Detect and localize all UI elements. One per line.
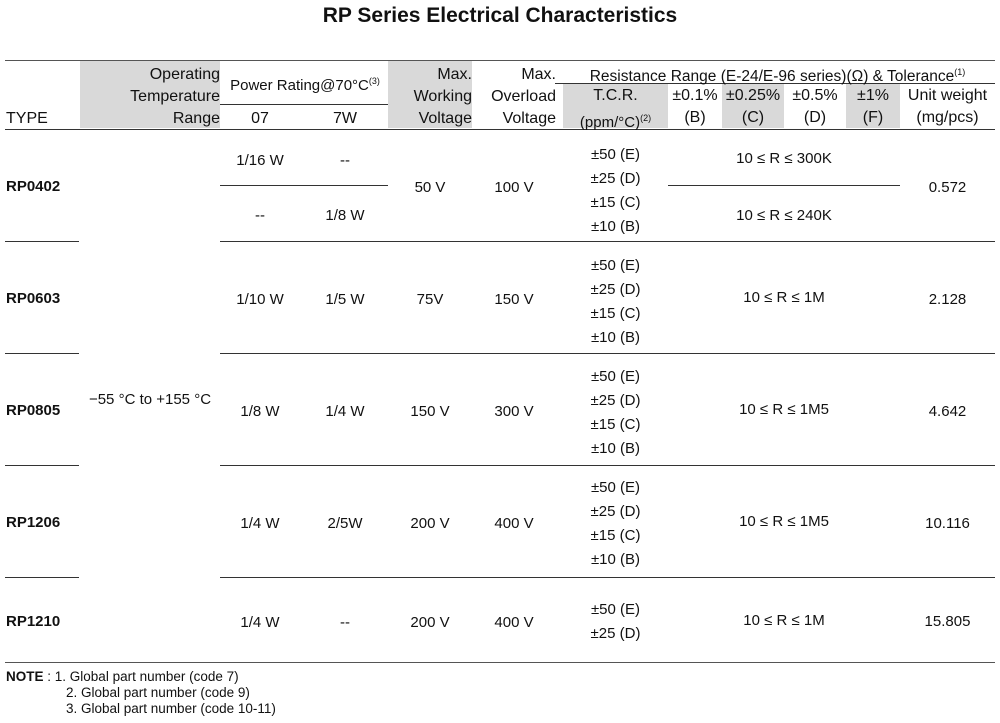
mov-rp0805: 300 V (494, 403, 534, 420)
power-7w-rp1206: 2/5W (327, 515, 363, 532)
power-rating-underline (220, 104, 388, 105)
row-separator (220, 465, 995, 466)
tcr-item: ±15 (C) (590, 194, 641, 211)
tcr-sup: (2) (640, 113, 652, 123)
tcr-item: ±10 (B) (590, 440, 641, 457)
header-tol-c-2: (C) (741, 109, 765, 126)
header-tol-c-1: ±0.25% (725, 87, 781, 104)
resistance-sup: (1) (954, 67, 966, 77)
tcr-item: ±25 (D) (590, 281, 641, 298)
tcr-item: ±50 (E) (590, 257, 641, 274)
mwv-rp0805: 150 V (410, 403, 450, 420)
power-07-a: 1/16 W (236, 152, 284, 169)
type-separator (5, 577, 79, 578)
tcr-item: ±15 (C) (590, 416, 641, 433)
notes-line-1 (6, 669, 239, 685)
tcr-item: ±15 (C) (590, 527, 641, 544)
tcr-list-rp0805 (563, 365, 668, 461)
header-unit-weight-1: Unit weight (907, 87, 988, 104)
power-7w-rp0603: 1/5 W (325, 291, 365, 308)
note-item: 2. Global part number (code 9) (66, 685, 250, 700)
tcr-item: ±50 (E) (590, 479, 641, 496)
mwv-rp0402: 50 V (414, 179, 446, 196)
weight-rp1210: 15.805 (924, 613, 971, 630)
type-rp1210: RP1210 (6, 613, 61, 630)
type-rp0603: RP0603 (6, 290, 61, 307)
power-07-rp1210: 1/4 W (240, 614, 280, 631)
tcr-list-rp1210 (563, 598, 668, 646)
header-mov-3: Voltage (502, 110, 556, 127)
type-separator (5, 241, 79, 242)
power-07-b: -- (255, 207, 265, 224)
header-op-temp-3: Range (172, 110, 220, 127)
type-rp0402: RP0402 (6, 178, 61, 195)
mov-rp0603: 150 V (494, 291, 534, 308)
header-tol-d-1: ±0.5% (792, 87, 838, 104)
note-item: 1. Global part number (code 7) (54, 669, 239, 684)
mov-rp1210: 400 V (494, 614, 534, 631)
resistance-label: Resistance Range (E-24/E-96 series)(Ω) & Tolerance (589, 68, 955, 86)
header-tol-d-2: (D) (803, 109, 827, 126)
page-title: RP Series Electrical Characteristics (322, 4, 678, 27)
range-rp0603: 10 ≤ R ≤ 1M (743, 289, 825, 306)
tcr-item: ±10 (B) (590, 218, 641, 235)
power-rating-label: Power Rating@70°C (230, 77, 369, 94)
tcr-item: ±25 (D) (590, 392, 641, 409)
tcr-item: ±15 (C) (590, 305, 641, 322)
power-7w-a: -- (340, 152, 350, 169)
header-power-7w: 7W (333, 110, 357, 127)
row-separator (220, 353, 995, 354)
header-op-temp-2: Temperature (130, 88, 220, 105)
power-7w-rp1210: -- (340, 614, 350, 631)
row-separator (220, 577, 995, 578)
weight-rp1206: 10.116 (925, 515, 970, 532)
power-7w-b: 1/8 W (325, 207, 365, 224)
tcr-item: ±50 (E) (590, 368, 641, 385)
mov-rp0402: 100 V (494, 179, 534, 196)
tcr-item: ±10 (B) (590, 329, 641, 346)
range-split-line (668, 185, 900, 186)
notes-sep: : (43, 669, 55, 684)
header-tcr-1: T.C.R. (593, 87, 638, 104)
header-tol-b-1: ±0.1% (672, 87, 718, 104)
table-bottom-line (5, 662, 995, 663)
power-rating-sup: (3) (368, 76, 380, 86)
header-tol-b-2: (B) (684, 109, 706, 126)
header-mwv-1: Max. (437, 66, 472, 83)
tcr-item: ±50 (E) (590, 146, 641, 163)
row-separator (220, 241, 995, 242)
range-rp1210: 10 ≤ R ≤ 1M (743, 612, 825, 629)
header-tol-f-2: (F) (862, 109, 884, 126)
header-power-rating (222, 70, 388, 97)
power-07-rp0603: 1/10 W (236, 291, 284, 308)
header-unit-weight-2: (mg/pcs) (916, 109, 979, 126)
mwv-rp1206: 200 V (410, 515, 450, 532)
header-mov-1: Max. (521, 66, 556, 83)
weight-rp0402: 0.572 (928, 179, 967, 196)
tcr-item: ±25 (D) (590, 625, 641, 642)
range-rp0402-a: 10 ≤ R ≤ 300K (736, 150, 832, 167)
note-item: 3. Global part number (code 10-11) (66, 701, 276, 716)
type-separator (5, 353, 79, 354)
type-separator (5, 465, 79, 466)
power-07-rp1206: 1/4 W (240, 515, 280, 532)
range-rp0805: 10 ≤ R ≤ 1M5 (739, 401, 829, 418)
tcr-list-rp1206 (563, 476, 668, 572)
power-07-rp0805: 1/8 W (240, 403, 280, 420)
header-power-07: 07 (251, 110, 269, 127)
op-temp-range-value: −55 °C to +155 °C (88, 391, 212, 408)
mwv-rp0603: 75V (416, 291, 444, 308)
header-mwv-2: Working (413, 88, 472, 105)
tcr-item: ±25 (D) (590, 170, 641, 187)
header-tol-f-1: ±1% (857, 87, 889, 104)
type-rp1206: RP1206 (6, 514, 61, 531)
weight-rp0603: 2.128 (928, 291, 967, 308)
mwv-rp1210: 200 V (410, 614, 450, 631)
tcr-item: ±25 (D) (590, 503, 641, 520)
tcr-item: ±50 (E) (590, 601, 641, 618)
range-rp1206: 10 ≤ R ≤ 1M5 (739, 513, 829, 530)
header-tcr-2 (563, 107, 668, 134)
power-split-line (220, 185, 388, 186)
tcr-list-rp0603 (563, 254, 668, 350)
header-mwv-3: Voltage (418, 110, 472, 127)
tcr-item: ±10 (B) (590, 551, 641, 568)
mov-rp1206: 400 V (494, 515, 534, 532)
weight-rp0805: 4.642 (928, 403, 967, 420)
tcr-unit: (ppm/°C) (579, 114, 641, 131)
range-rp0402-b: 10 ≤ R ≤ 240K (736, 207, 832, 224)
type-rp0805: RP0805 (6, 402, 61, 419)
header-type: TYPE (6, 110, 48, 127)
tcr-list-rp0402 (563, 143, 668, 239)
header-op-temp-1: Operating (149, 66, 220, 83)
notes-label: NOTE (6, 669, 44, 684)
header-mov-2: Overload (491, 88, 556, 105)
power-7w-rp0805: 1/4 W (325, 403, 365, 420)
